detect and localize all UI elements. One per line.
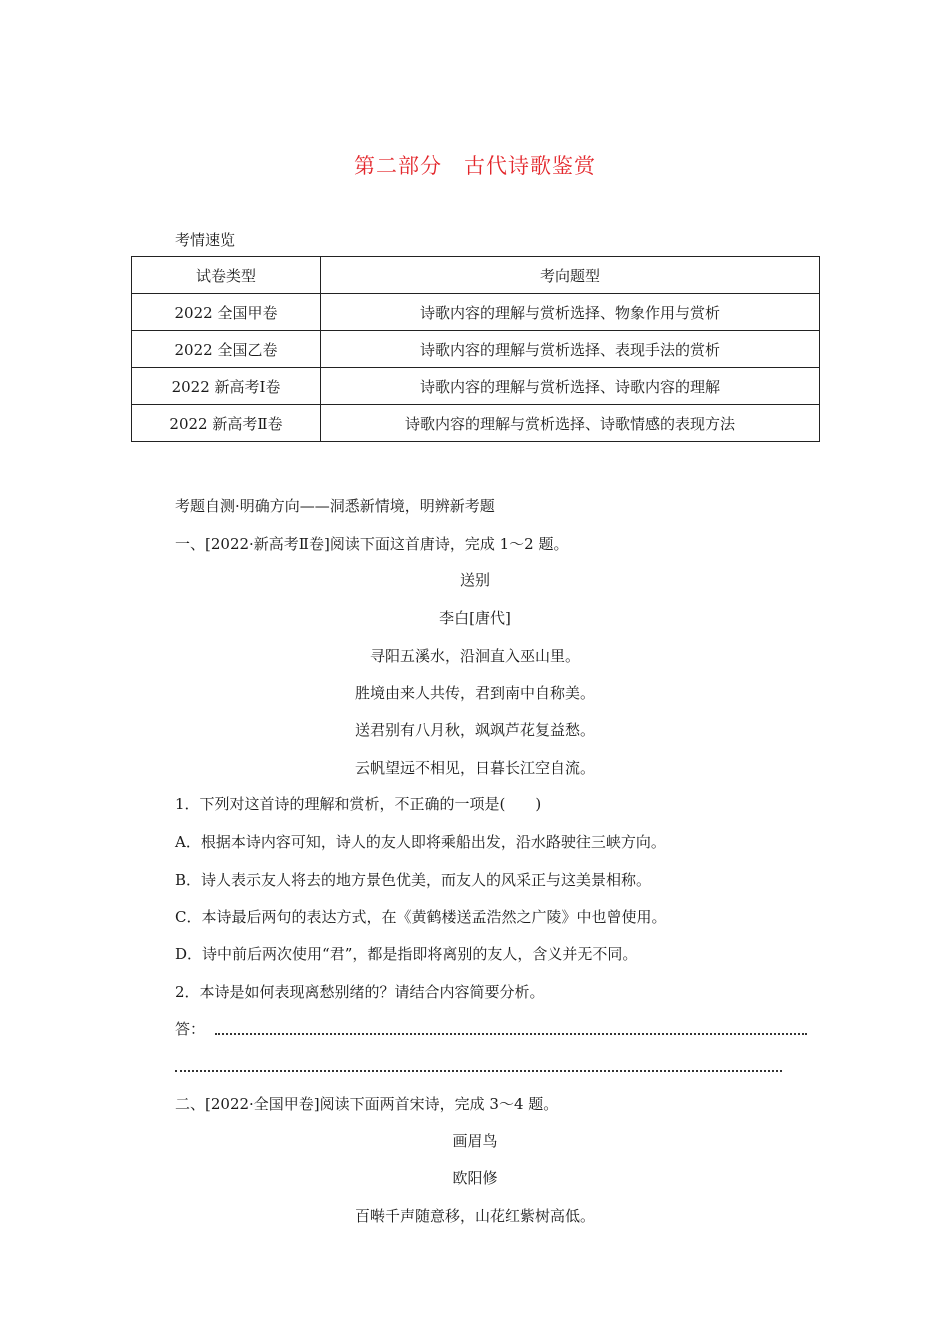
question-option: A．根据本诗内容可知，诗人的友人即将乘船出发，沿水路驶往三峡方向。 (175, 833, 666, 851)
question-option: B．诗人表示友人将去的地方景色优美，而友人的风采正与这美景相称。 (175, 871, 652, 889)
poem-title: 画眉鸟 (452, 1132, 498, 1150)
answer-label: 答： (175, 1020, 206, 1038)
overview-label: 考情速览 (175, 231, 236, 249)
section-heading: 考题自测·明确方向——洞悉新情境，明辨新考题 (175, 497, 495, 515)
table-cell: 诗歌内容的理解与赏析选择、诗歌情感的表现方法 (321, 405, 820, 442)
poem-line: 云帆望远不相见，日暮长江空自流。 (354, 759, 595, 777)
poem-line: 百啭千声随意移，山花红紫树高低。 (354, 1207, 595, 1225)
table-row (132, 294, 820, 331)
table-cell: 诗歌内容的理解与赏析选择、诗歌内容的理解 (321, 368, 820, 405)
question-stem: 1．下列对这首诗的理解和赏析，不正确的一项是( ) (175, 795, 542, 813)
table-cell: 2022 全国乙卷 (132, 331, 321, 368)
question-stem: 2．本诗是如何表现离愁别绪的？请结合内容简要分析。 (175, 983, 545, 1001)
answer-line (175, 1070, 782, 1072)
page-title: 第二部分 古代诗歌鉴赏 (354, 154, 596, 178)
question-group-intro: 二、[2022·全国甲卷]阅读下面两首宋诗，完成 3～4 题。 (175, 1095, 559, 1113)
poem-author: 欧阳修 (452, 1169, 498, 1187)
table-header: 考向题型 (321, 257, 820, 294)
table-row (132, 331, 820, 368)
poem-title: 送别 (459, 571, 490, 589)
poem-line: 寻阳五溪水，沿洄直入巫山里。 (369, 647, 580, 665)
question-option: C．本诗最后两句的表达方式，在《黄鹤楼送孟浩然之广陵》中也曾使用。 (175, 908, 667, 926)
table-cell: 诗歌内容的理解与赏析选择、物象作用与赏析 (321, 294, 820, 331)
table-row (132, 368, 820, 405)
table-cell: 2022 新高考Ⅰ卷 (132, 368, 321, 405)
table-cell: 2022 新高考Ⅱ卷 (132, 405, 321, 442)
table-header-row (132, 257, 820, 294)
poem-line: 胜境由来人共传，君到南中自称美。 (354, 684, 595, 702)
table-cell: 诗歌内容的理解与赏析选择、表现手法的赏析 (321, 331, 820, 368)
question-group-intro: 一、[2022·新高考Ⅱ卷]阅读下面这首唐诗，完成 1～2 题。 (175, 535, 569, 553)
poem-line: 送君别有八月秋，飒飒芦花复益愁。 (354, 721, 595, 739)
question-option: D．诗中前后两次使用“君”，都是指即将离别的友人，含义并无不同。 (175, 945, 638, 963)
table-row (132, 405, 820, 442)
answer-line (215, 1033, 807, 1035)
table-cell: 2022 全国甲卷 (132, 294, 321, 331)
table-header: 试卷类型 (132, 257, 321, 294)
exam-overview-table (131, 256, 820, 442)
poem-author: 李白[唐代] (439, 609, 511, 627)
